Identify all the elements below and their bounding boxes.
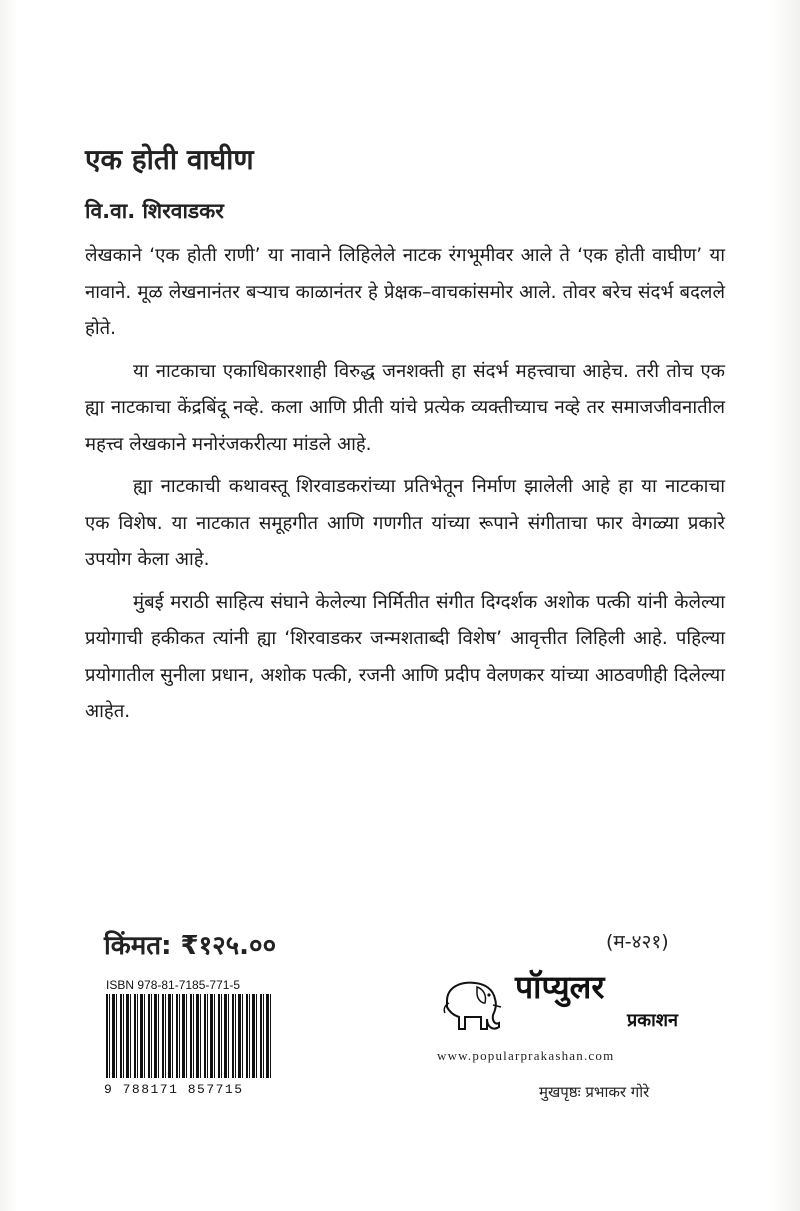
blurb xyxy=(85,238,725,737)
cover-credit: मुखपृष्ठः प्रभाकर गोरे xyxy=(539,1083,650,1101)
publisher-website: www.popularprakashan.com xyxy=(437,1048,615,1063)
blurb-paragraph-4: मुंबई मराठी साहित्य संघाने केलेल्या निर्मितीत संगीत दिग्दर्शक अशोक पत्की यांनी केलेल्या प्रयोगाची हकीकत त्यांनी ह्या ‘शिरवाडकर जन्मशताब्दी विशेष’ आवृत्तीत लिहिली आहे. पहिल्या प्रयोगातील सुनीला प्रधान, अशोक पत्की, रजनी आणि प्रदीप वेलणकर यांच्या आठवणीही दिलेल्या आहेत. xyxy=(85,591,725,722)
publisher-subtitle: प्रकाशन xyxy=(627,1010,678,1031)
catalog-code: (म-४२१) xyxy=(606,931,669,953)
elephant-icon xyxy=(437,971,509,1035)
book-title: एक होती वाघीण xyxy=(85,143,254,176)
blurb-paragraph-2: या नाटकाचा एकाधिकारशाही विरुद्ध जनशक्ती हा संदर्भ महत्त्वाचा आहेच. तरी तोच एक ह्या नाटकाचा केंद्रबिंदू नव्हे. कला आणि प्रीती यांचे प्रत्येक व्यक्तीच्याच नव्हे तर समाजजीवनातील महत्त्व लेखकाने मनोरंजकरीत्या मांडले आहे. xyxy=(85,360,725,455)
barcode-digits: 9 788171 857715 xyxy=(104,1082,244,1097)
blurb-paragraph-3: ह्या नाटकाची कथावस्तू शिरवाडकरांच्या प्रतिभेतून निर्माण झालेली आहे हा या नाटकाचा एक विशेष. या नाटकात समूहगीत आणि गणगीत यांच्या रूपाने संगीताचा फार वेगळ्या प्रकारे उपयोग केला आहे. xyxy=(85,476,725,570)
publisher-name: पॉप्युलर xyxy=(515,968,605,1006)
price: किंमत: ₹१२५.०० xyxy=(104,931,277,961)
publisher-logo xyxy=(437,965,702,1037)
isbn: ISBN 978-81-7185-771-5 xyxy=(106,978,241,992)
barcode xyxy=(106,994,274,1078)
book-author: वि.वा. शिरवाडकर xyxy=(85,199,224,223)
blurb-paragraph-1: लेखकाने ‘एक होती राणी’ या नावाने लिहिलेले नाटक रंगभूमीवर आले ते ‘एक होती वाघीण’ या नावाने. मूळ लेखनानंतर बऱ्याच काळानंतर हे प्रेक्षक–वाचकांसमोर आले. तोवर बरेच संदर्भ बदलले होते. xyxy=(85,245,725,339)
